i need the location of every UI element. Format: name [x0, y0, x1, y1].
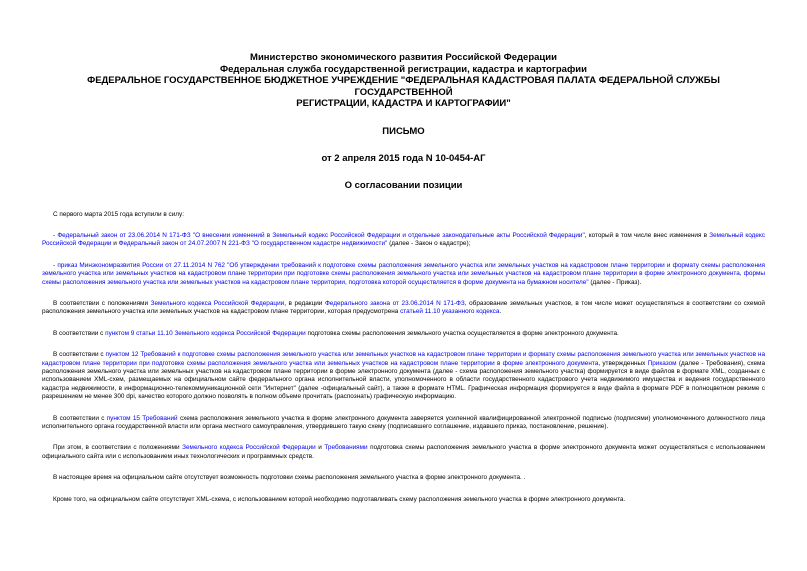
link-federal-law-221[interactable]: Федеральный закон от 24.07.2007 N 221-ФЗ "О государственном кадастре недвижимости"	[118, 240, 388, 248]
service-name: Федеральная служба государственной регистрации, кадастра и картографии	[220, 63, 587, 75]
paragraph-10: Кроме того, на официальном сайте отсутствует XML-схема, с использованием которой необходимо подготавливать схему расположения земельного участка в форме электронного документа.	[53, 495, 626, 503]
link-federal-law-171[interactable]: Федеральный закон от 23.06.2014 N 171-ФЗ "О внесении изменений в Земельный кодекс Российской Федерации и отдельные законодательные акты Российской Федерации"	[57, 231, 585, 239]
link-clause-12-requirements[interactable]: пунктом 12 Требований к подготовке схемы расположения земельного участка или земельных участков на кадастровом плане территории и формату схемы расположения земельного участка или земельных участков на кадастровом плане территории при подготовке схемы расположения земельного участка или земельных участков на кадастровом плане территории в форме электронного документа	[42, 351, 766, 367]
link-order-762[interactable]: приказ Минэкономразвития России от 27.11.2014 N 762 "Об утверждении требований к подготовке схемы расположения земельного участка или земельных участков на кадастровом плане территории и формату схемы расположения земельного участка или земельных участков на кадастровом плане территории при подготовке схемы расположения земельного участка или земельных участков на кадастровом плане территории в форме электронного документа, формы схемы расположения земельного участка или земельных участков на кадастровом плане территории, подготовка которой осуществляется в форме документа на бумажном носителе"	[42, 261, 766, 286]
institution-name-line2: РЕГИСТРАЦИИ, КАДАСТРА И КАРТОГРАФИИ"	[296, 98, 511, 109]
paragraph-7: В соответствии с пунктом 15 Требований схема расположения земельного участка в форме электронного документа заверяется усиленной квалифицированной электронной подписью (подписями) уполномоченного должностного лица исполнительного органа государственной власти или органа местного самоуправления, утвердившего такую схему (подписавшего соглашение, издавшего приказ, постановление, решение).	[42, 414, 766, 430]
document-type: ПИСЬМО	[382, 125, 425, 137]
link-land-code[interactable]: Земельный кодекс Российской Федерации	[42, 231, 765, 248]
link-clause-15-requirements[interactable]: пунктом 15 Требований	[106, 414, 178, 422]
paragraph-6: В соответствии с пунктом 12 Требований к подготовке схемы расположения земельного участка или земельных участков на кадастровом плане территории и формату схемы расположения земельного участка или земельных участков на кадастровом плане территории при подготовке схемы расположения земельного участка или земельных участков на кадастровом плане территории в форме электронного документа, утвержденных Приказом (далее - Требования), схема расположения земельного участка или земельных участков на кадастровом плане территории в форме электронного документа (далее - схема расположения земельного участка) формируется в виде файлов в формате XML, созданных с использованием XML-схем, размещаемых на официальном сайте федерального органа исполнительной власти, уполномоченного в области государственного кадастрового учета недвижимого имущества и ведения государственного кадастра недвижимости, в информационно-телекоммуникационной сети "Интернет" (далее -официальный сайт), а также в формате HTML. Графическая информация формируется в виде файла в формате PDF в полноцветном режиме с разрешением не менее 300 dpi, качество которого должно позволять в полном объеме прочитать (распознать) графическую информацию.	[42, 351, 766, 401]
link-order[interactable]: Приказом	[647, 359, 677, 367]
paragraph-3: - приказ Минэкономразвития России от 27.11.2014 N 762 "Об утверждении требований к подготовке схемы расположения земельного участка или земельных участков на кадастровом плане территории и формату схемы расположения земельного участка или земельных участков на кадастровом плане территории при подготовке схемы расположения земельного участка или земельных участков на кадастровом плане территории в форме электронного документа, формы схемы расположения земельного участка или земельных участков на кадастровом плане территории, подготовка которой осуществляется в форме документа на бумажном носителе" (далее - Приказ).	[42, 261, 766, 286]
paragraph-5: В соответствии с пунктом 9 статьи 11.10 Земельного кодекса Российской Федерации подготовка схемы расположения земельного участка осуществляется в форме электронного документа.	[53, 329, 619, 337]
paragraph-9: В настоящее время на официальном сайте отсутствует возможность подготовки схемы расположения земельного участка в форме электронного документа. .	[53, 474, 526, 482]
link-federal-law-171-2[interactable]: Федерального закона от 23.06.2014 N 171-ФЗ	[324, 299, 465, 307]
link-land-code-3[interactable]: Земельного кодекса Российской Федерации	[182, 444, 316, 452]
institution-name-line1: ФЕДЕРАЛЬНОЕ ГОСУДАРСТВЕННОЕ БЮДЖЕТНОЕ УЧРЕЖДЕНИЕ "ФЕДЕРАЛЬНАЯ КАДАСТРОВАЯ ПАЛАТА ФЕДЕРАЛЬНОЙ СЛУЖБЫ ГОСУДАРСТВЕННОЙ	[87, 75, 720, 98]
link-article-11-10[interactable]: статьей 11.10 указанного кодекса	[400, 308, 500, 316]
paragraph-4: В соответствии с положениями Земельного кодекса Российской Федерации, в редакции Федерального закона от 23.06.2014 N 171-ФЗ, образование земельных участков, в том числе может осуществляться в соответствии со схемой расположения земельного участка или земельных участков на кадастровом плане территории, которая предусмотрена статьей 11.10 указанного кодекса.	[42, 299, 765, 316]
paragraph-8: При этом, в соответствии с положениями Земельного кодекса Российской Федерации и Требованиями подготовка схемы расположения земельного участка в форме электронного документа может осуществляться с использованием официального сайта или с использованием иных технологических и программных средств.	[42, 444, 765, 460]
link-land-code-2[interactable]: Земельного кодекса Российской Федерации	[150, 299, 285, 307]
document-header	[42, 0, 765, 110]
link-clause-9-article-11-10[interactable]: пунктом 9 статьи 11.10 Земельного кодекса Российской Федерации	[105, 329, 306, 337]
paragraph-1: С первого марта 2015 года вступили в силу:	[53, 210, 185, 218]
ministry-name: Министерство экономического развития Российской Федерации	[250, 52, 557, 63]
document-subject: О согласовании позиции	[344, 179, 463, 191]
paragraph-2: - Федеральный закон от 23.06.2014 N 171-ФЗ "О внесении изменений в Земельный кодекс Российской Федерации и отдельные законодательные акты Российской Федерации", который в том числе внес изменения в Земельный кодекс Российской Федерации и Федеральный закон от 24.07.2007 N 221-ФЗ "О государственном кадастре недвижимости" (далее - Закон о кадастре);	[42, 231, 765, 248]
document-body	[42, 211, 765, 505]
link-requirements[interactable]: Требованиями	[324, 444, 368, 452]
document-date-number: от 2 апреля 2015 года N 10-0454-АГ	[321, 152, 486, 164]
